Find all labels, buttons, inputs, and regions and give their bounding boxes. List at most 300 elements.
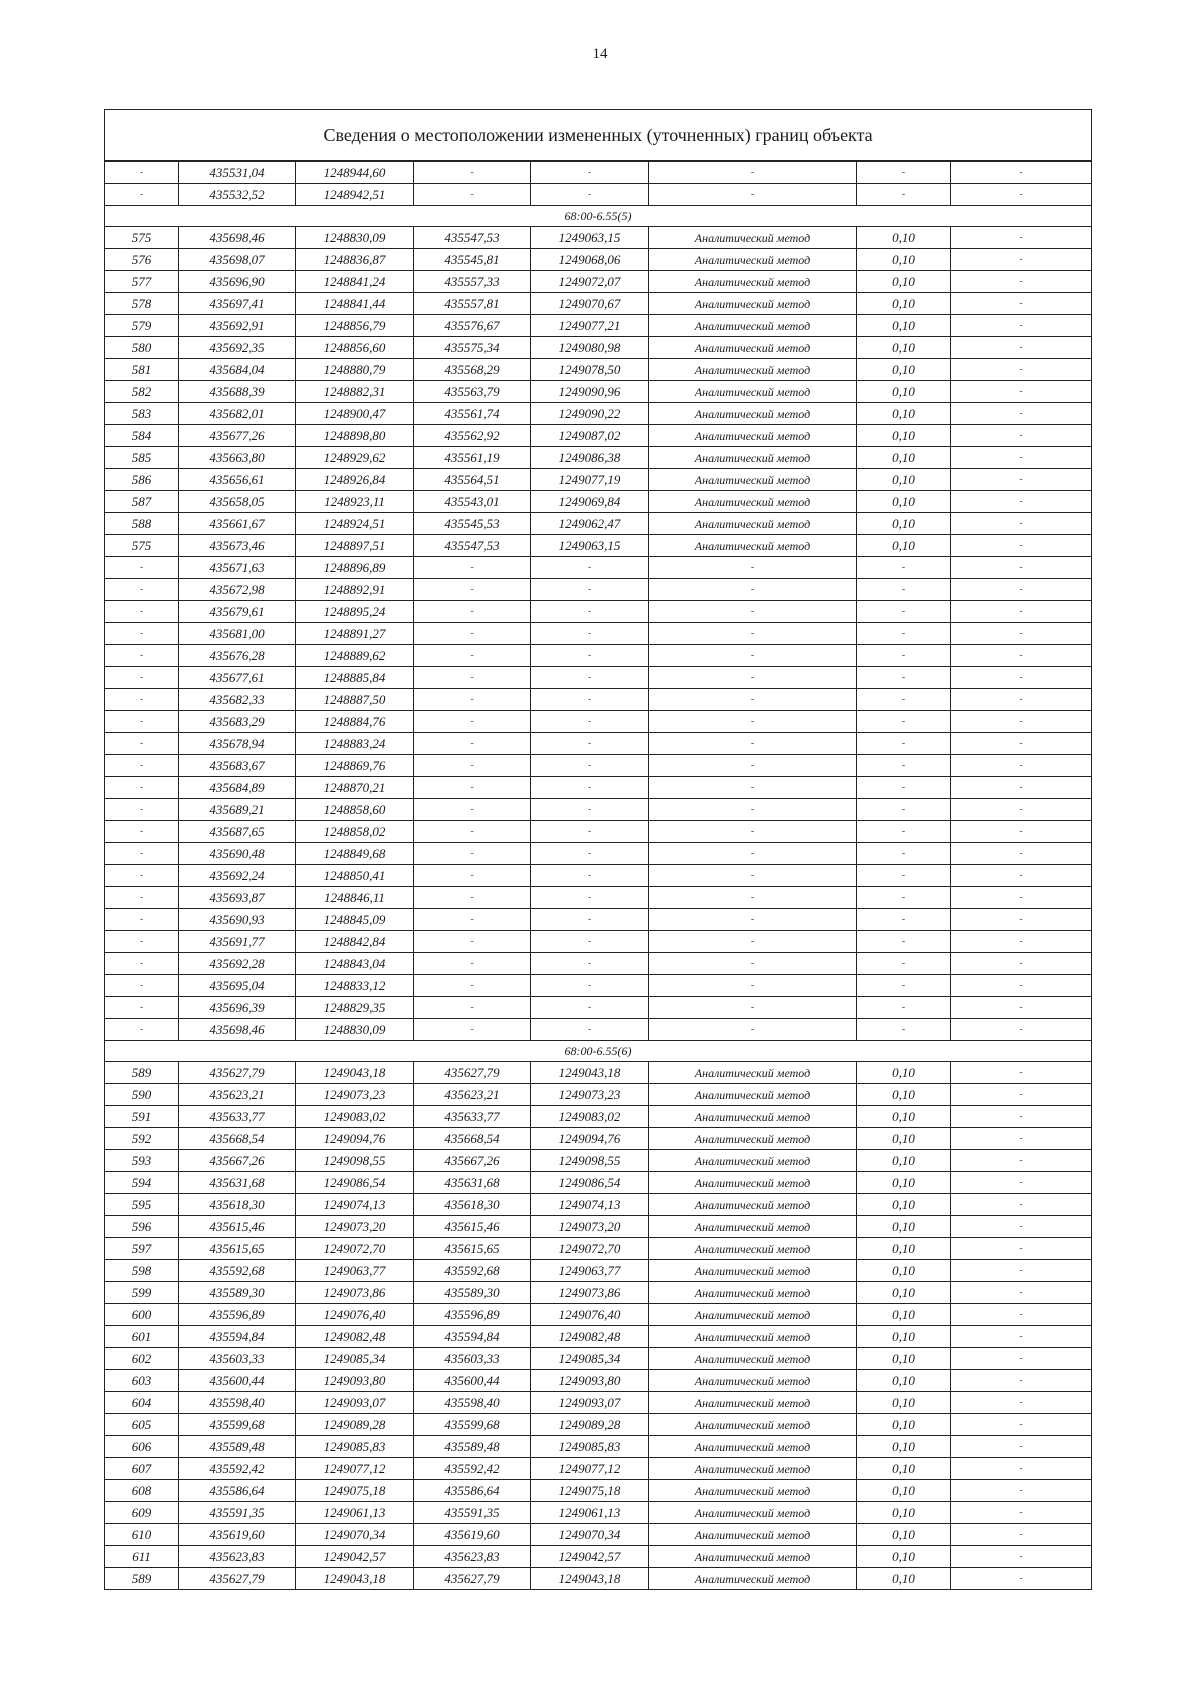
table-row bbox=[105, 161, 1092, 184]
y-coordinate-cell: 1248843,04 bbox=[296, 953, 414, 975]
boundary-coordinates-table bbox=[104, 109, 1092, 1590]
point-number-cell: 608 bbox=[105, 1480, 179, 1502]
y-prev-cell: - bbox=[531, 645, 649, 667]
accuracy-cell: 0,10 bbox=[857, 1194, 951, 1216]
y-prev-cell: 1249093,80 bbox=[531, 1370, 649, 1392]
method-cell: Аналитический метод bbox=[649, 1194, 857, 1216]
note-cell: - bbox=[951, 1019, 1092, 1041]
table-row bbox=[105, 821, 1092, 843]
note-cell: - bbox=[951, 513, 1092, 535]
x-coordinate-cell: 435677,61 bbox=[179, 667, 296, 689]
table-row bbox=[105, 843, 1092, 865]
table-row bbox=[105, 1546, 1092, 1568]
method-cell: Аналитический метод bbox=[649, 1524, 857, 1546]
point-number-cell: - bbox=[105, 667, 179, 689]
accuracy-cell: 0,10 bbox=[857, 1414, 951, 1436]
point-number-cell: - bbox=[105, 799, 179, 821]
accuracy-cell: - bbox=[857, 601, 951, 623]
point-number-cell: - bbox=[105, 821, 179, 843]
y-coordinate-cell: 1248883,24 bbox=[296, 733, 414, 755]
y-prev-cell: 1249062,47 bbox=[531, 513, 649, 535]
y-coordinate-cell: 1249073,86 bbox=[296, 1282, 414, 1304]
y-prev-cell: 1249098,55 bbox=[531, 1150, 649, 1172]
point-number-cell: 591 bbox=[105, 1106, 179, 1128]
y-prev-cell: 1249077,19 bbox=[531, 469, 649, 491]
table-row bbox=[105, 315, 1092, 337]
note-cell: - bbox=[951, 184, 1092, 206]
note-cell: - bbox=[951, 1260, 1092, 1282]
y-coordinate-cell: 1248858,02 bbox=[296, 821, 414, 843]
x-prev-cell: 435598,40 bbox=[414, 1392, 531, 1414]
y-prev-cell: 1249070,67 bbox=[531, 293, 649, 315]
y-prev-cell: 1249063,15 bbox=[531, 535, 649, 557]
accuracy-cell: 0,10 bbox=[857, 1546, 951, 1568]
point-number-cell: 607 bbox=[105, 1458, 179, 1480]
note-cell: - bbox=[951, 645, 1092, 667]
point-number-cell: - bbox=[105, 711, 179, 733]
method-cell: Аналитический метод bbox=[649, 1304, 857, 1326]
table-row bbox=[105, 1458, 1092, 1480]
point-number-cell: 598 bbox=[105, 1260, 179, 1282]
note-cell: - bbox=[951, 271, 1092, 293]
method-cell: - bbox=[649, 799, 857, 821]
accuracy-cell: 0,10 bbox=[857, 1216, 951, 1238]
point-number-cell: - bbox=[105, 755, 179, 777]
table-row bbox=[105, 645, 1092, 667]
point-number-cell: - bbox=[105, 843, 179, 865]
x-prev-cell: 435623,21 bbox=[414, 1084, 531, 1106]
note-cell: - bbox=[951, 689, 1092, 711]
point-number-cell: 593 bbox=[105, 1150, 179, 1172]
point-number-cell: 606 bbox=[105, 1436, 179, 1458]
point-number-cell: 603 bbox=[105, 1370, 179, 1392]
point-number-cell: 590 bbox=[105, 1084, 179, 1106]
method-cell: - bbox=[649, 975, 857, 997]
y-prev-cell: - bbox=[531, 931, 649, 953]
y-coordinate-cell: 1249043,18 bbox=[296, 1568, 414, 1590]
accuracy-cell: - bbox=[857, 777, 951, 799]
x-prev-cell: 435563,79 bbox=[414, 381, 531, 403]
accuracy-cell: 0,10 bbox=[857, 1084, 951, 1106]
x-prev-cell: 435615,46 bbox=[414, 1216, 531, 1238]
method-cell: - bbox=[649, 557, 857, 579]
table-row bbox=[105, 1370, 1092, 1392]
y-prev-cell: - bbox=[531, 953, 649, 975]
y-coordinate-cell: 1248944,60 bbox=[296, 161, 414, 184]
y-prev-cell: 1249061,13 bbox=[531, 1502, 649, 1524]
x-prev-cell: - bbox=[414, 799, 531, 821]
table-row bbox=[105, 1480, 1092, 1502]
accuracy-cell: 0,10 bbox=[857, 1370, 951, 1392]
x-coordinate-cell: 435673,46 bbox=[179, 535, 296, 557]
y-coordinate-cell: 1249089,28 bbox=[296, 1414, 414, 1436]
accuracy-cell: - bbox=[857, 821, 951, 843]
accuracy-cell: - bbox=[857, 184, 951, 206]
section-label: 68:00-6.55(5) bbox=[105, 206, 1092, 227]
note-cell: - bbox=[951, 1502, 1092, 1524]
method-cell: - bbox=[649, 711, 857, 733]
x-coordinate-cell: 435671,63 bbox=[179, 557, 296, 579]
accuracy-cell: 0,10 bbox=[857, 469, 951, 491]
y-coordinate-cell: 1248887,50 bbox=[296, 689, 414, 711]
x-coordinate-cell: 435603,33 bbox=[179, 1348, 296, 1370]
accuracy-cell: 0,10 bbox=[857, 1238, 951, 1260]
y-coordinate-cell: 1248845,09 bbox=[296, 909, 414, 931]
method-cell: Аналитический метод bbox=[649, 337, 857, 359]
x-coordinate-cell: 435692,91 bbox=[179, 315, 296, 337]
table-row bbox=[105, 689, 1092, 711]
table-row bbox=[105, 601, 1092, 623]
accuracy-cell: - bbox=[857, 733, 951, 755]
x-coordinate-cell: 435658,05 bbox=[179, 491, 296, 513]
x-coordinate-cell: 435627,79 bbox=[179, 1062, 296, 1084]
y-prev-cell: 1249069,84 bbox=[531, 491, 649, 513]
table-row bbox=[105, 425, 1092, 447]
x-prev-cell: 435586,64 bbox=[414, 1480, 531, 1502]
x-coordinate-cell: 435692,28 bbox=[179, 953, 296, 975]
note-cell: - bbox=[951, 403, 1092, 425]
note-cell: - bbox=[951, 1238, 1092, 1260]
point-number-cell: 580 bbox=[105, 337, 179, 359]
y-prev-cell: 1249090,96 bbox=[531, 381, 649, 403]
y-prev-cell: 1249076,40 bbox=[531, 1304, 649, 1326]
x-prev-cell: - bbox=[414, 1019, 531, 1041]
note-cell: - bbox=[951, 1414, 1092, 1436]
note-cell: - bbox=[951, 381, 1092, 403]
y-coordinate-cell: 1249094,76 bbox=[296, 1128, 414, 1150]
y-coordinate-cell: 1249043,18 bbox=[296, 1062, 414, 1084]
accuracy-cell: - bbox=[857, 997, 951, 1019]
x-coordinate-cell: 435600,44 bbox=[179, 1370, 296, 1392]
method-cell: Аналитический метод bbox=[649, 1326, 857, 1348]
x-prev-cell: 435619,60 bbox=[414, 1524, 531, 1546]
x-coordinate-cell: 435696,90 bbox=[179, 271, 296, 293]
y-prev-cell: 1249077,21 bbox=[531, 315, 649, 337]
note-cell: - bbox=[951, 909, 1092, 931]
note-cell: - bbox=[951, 1546, 1092, 1568]
x-coordinate-cell: 435589,48 bbox=[179, 1436, 296, 1458]
method-cell: Аналитический метод bbox=[649, 1348, 857, 1370]
point-number-cell: - bbox=[105, 887, 179, 909]
x-coordinate-cell: 435688,39 bbox=[179, 381, 296, 403]
x-coordinate-cell: 435661,67 bbox=[179, 513, 296, 535]
table-row bbox=[105, 667, 1092, 689]
accuracy-cell: 0,10 bbox=[857, 1348, 951, 1370]
accuracy-cell: 0,10 bbox=[857, 249, 951, 271]
table-row bbox=[105, 755, 1092, 777]
x-prev-cell: - bbox=[414, 887, 531, 909]
x-prev-cell: 435667,26 bbox=[414, 1150, 531, 1172]
x-prev-cell: 435547,53 bbox=[414, 535, 531, 557]
point-number-cell: - bbox=[105, 557, 179, 579]
method-cell: Аналитический метод bbox=[649, 491, 857, 513]
note-cell: - bbox=[951, 1216, 1092, 1238]
note-cell: - bbox=[951, 1348, 1092, 1370]
note-cell: - bbox=[951, 1194, 1092, 1216]
x-coordinate-cell: 435691,77 bbox=[179, 931, 296, 953]
y-coordinate-cell: 1249077,12 bbox=[296, 1458, 414, 1480]
y-prev-cell: 1249043,18 bbox=[531, 1062, 649, 1084]
note-cell: - bbox=[951, 1436, 1092, 1458]
note-cell: - bbox=[951, 1106, 1092, 1128]
table-row bbox=[105, 1436, 1092, 1458]
note-cell: - bbox=[951, 1062, 1092, 1084]
x-prev-cell: - bbox=[414, 733, 531, 755]
y-coordinate-cell: 1248942,51 bbox=[296, 184, 414, 206]
note-cell: - bbox=[951, 1392, 1092, 1414]
x-coordinate-cell: 435633,77 bbox=[179, 1106, 296, 1128]
point-number-cell: 597 bbox=[105, 1238, 179, 1260]
y-coordinate-cell: 1248858,60 bbox=[296, 799, 414, 821]
accuracy-cell: 0,10 bbox=[857, 1326, 951, 1348]
point-number-cell: - bbox=[105, 975, 179, 997]
note-cell: - bbox=[951, 953, 1092, 975]
page-number: 14 bbox=[592, 46, 608, 62]
method-cell: - bbox=[649, 579, 857, 601]
table-row bbox=[105, 491, 1092, 513]
method-cell: Аналитический метод bbox=[649, 1502, 857, 1524]
x-coordinate-cell: 435618,30 bbox=[179, 1194, 296, 1216]
y-coordinate-cell: 1248841,24 bbox=[296, 271, 414, 293]
y-prev-cell: 1249063,15 bbox=[531, 227, 649, 249]
note-cell: - bbox=[951, 777, 1092, 799]
x-coordinate-cell: 435532,52 bbox=[179, 184, 296, 206]
accuracy-cell: 0,10 bbox=[857, 513, 951, 535]
note-cell: - bbox=[951, 535, 1092, 557]
x-coordinate-cell: 435631,68 bbox=[179, 1172, 296, 1194]
y-prev-cell: 1249073,20 bbox=[531, 1216, 649, 1238]
y-prev-cell: 1249073,23 bbox=[531, 1084, 649, 1106]
x-coordinate-cell: 435692,35 bbox=[179, 337, 296, 359]
table-row bbox=[105, 249, 1092, 271]
x-coordinate-cell: 435696,39 bbox=[179, 997, 296, 1019]
accuracy-cell: - bbox=[857, 843, 951, 865]
table-row bbox=[105, 1348, 1092, 1370]
point-number-cell: - bbox=[105, 161, 179, 184]
table-row bbox=[105, 953, 1092, 975]
y-coordinate-cell: 1248923,11 bbox=[296, 491, 414, 513]
point-number-cell: - bbox=[105, 733, 179, 755]
accuracy-cell: - bbox=[857, 711, 951, 733]
x-coordinate-cell: 435663,80 bbox=[179, 447, 296, 469]
y-prev-cell: 1249075,18 bbox=[531, 1480, 649, 1502]
table-row bbox=[105, 799, 1092, 821]
table-row bbox=[105, 513, 1092, 535]
x-prev-cell: 435575,34 bbox=[414, 337, 531, 359]
y-prev-cell: 1249072,70 bbox=[531, 1238, 649, 1260]
note-cell: - bbox=[951, 447, 1092, 469]
y-coordinate-cell: 1248869,76 bbox=[296, 755, 414, 777]
accuracy-cell: - bbox=[857, 799, 951, 821]
table-row bbox=[105, 1414, 1092, 1436]
x-prev-cell: - bbox=[414, 843, 531, 865]
method-cell: Аналитический метод bbox=[649, 1480, 857, 1502]
accuracy-cell: 0,10 bbox=[857, 1458, 951, 1480]
note-cell: - bbox=[951, 491, 1092, 513]
method-cell: Аналитический метод bbox=[649, 1414, 857, 1436]
x-prev-cell: 435599,68 bbox=[414, 1414, 531, 1436]
y-prev-cell: 1249094,76 bbox=[531, 1128, 649, 1150]
method-cell: Аналитический метод bbox=[649, 403, 857, 425]
x-coordinate-cell: 435697,41 bbox=[179, 293, 296, 315]
accuracy-cell: 0,10 bbox=[857, 535, 951, 557]
note-cell: - bbox=[951, 359, 1092, 381]
y-prev-cell: - bbox=[531, 975, 649, 997]
method-cell: - bbox=[649, 909, 857, 931]
note-cell: - bbox=[951, 1458, 1092, 1480]
table-row bbox=[105, 184, 1092, 206]
x-coordinate-cell: 435667,26 bbox=[179, 1150, 296, 1172]
x-prev-cell: - bbox=[414, 997, 531, 1019]
table-row bbox=[105, 271, 1092, 293]
x-prev-cell: - bbox=[414, 931, 531, 953]
method-cell: - bbox=[649, 843, 857, 865]
x-prev-cell: 435592,42 bbox=[414, 1458, 531, 1480]
method-cell: - bbox=[649, 931, 857, 953]
point-number-cell: 611 bbox=[105, 1546, 179, 1568]
x-coordinate-cell: 435627,79 bbox=[179, 1568, 296, 1590]
table-row bbox=[105, 1019, 1092, 1041]
y-prev-cell: 1249086,38 bbox=[531, 447, 649, 469]
method-cell: Аналитический метод bbox=[649, 293, 857, 315]
x-coordinate-cell: 435599,68 bbox=[179, 1414, 296, 1436]
y-coordinate-cell: 1248830,09 bbox=[296, 227, 414, 249]
y-coordinate-cell: 1248836,87 bbox=[296, 249, 414, 271]
accuracy-cell: 0,10 bbox=[857, 1568, 951, 1590]
accuracy-cell: 0,10 bbox=[857, 1436, 951, 1458]
table-row bbox=[105, 469, 1092, 491]
note-cell: - bbox=[951, 1524, 1092, 1546]
x-prev-cell: 435596,89 bbox=[414, 1304, 531, 1326]
table-row bbox=[105, 535, 1092, 557]
y-prev-cell: - bbox=[531, 887, 649, 909]
x-coordinate-cell: 435692,24 bbox=[179, 865, 296, 887]
accuracy-cell: - bbox=[857, 865, 951, 887]
table-row bbox=[105, 1194, 1092, 1216]
y-coordinate-cell: 1248833,12 bbox=[296, 975, 414, 997]
x-coordinate-cell: 435592,68 bbox=[179, 1260, 296, 1282]
point-number-cell: 582 bbox=[105, 381, 179, 403]
point-number-cell: 587 bbox=[105, 491, 179, 513]
accuracy-cell: 0,10 bbox=[857, 271, 951, 293]
accuracy-cell: 0,10 bbox=[857, 1304, 951, 1326]
point-number-cell: - bbox=[105, 953, 179, 975]
y-prev-cell: 1249072,07 bbox=[531, 271, 649, 293]
accuracy-cell: 0,10 bbox=[857, 337, 951, 359]
y-coordinate-cell: 1248929,62 bbox=[296, 447, 414, 469]
note-cell: - bbox=[951, 755, 1092, 777]
x-coordinate-cell: 435623,21 bbox=[179, 1084, 296, 1106]
x-prev-cell: - bbox=[414, 777, 531, 799]
point-number-cell: - bbox=[105, 1019, 179, 1041]
point-number-cell: - bbox=[105, 689, 179, 711]
method-cell: Аналитический метод bbox=[649, 249, 857, 271]
method-cell: Аналитический метод bbox=[649, 1150, 857, 1172]
y-prev-cell: - bbox=[531, 711, 649, 733]
y-prev-cell: - bbox=[531, 579, 649, 601]
y-coordinate-cell: 1248856,60 bbox=[296, 337, 414, 359]
point-number-cell: 585 bbox=[105, 447, 179, 469]
point-number-cell: 586 bbox=[105, 469, 179, 491]
x-prev-cell: 435589,48 bbox=[414, 1436, 531, 1458]
y-coordinate-cell: 1248850,41 bbox=[296, 865, 414, 887]
x-prev-cell: - bbox=[414, 184, 531, 206]
accuracy-cell: - bbox=[857, 667, 951, 689]
method-cell: Аналитический метод bbox=[649, 1106, 857, 1128]
note-cell: - bbox=[951, 887, 1092, 909]
x-prev-cell: 435627,79 bbox=[414, 1568, 531, 1590]
note-cell: - bbox=[951, 1084, 1092, 1106]
y-coordinate-cell: 1249073,23 bbox=[296, 1084, 414, 1106]
y-coordinate-cell: 1249093,07 bbox=[296, 1392, 414, 1414]
x-prev-cell: - bbox=[414, 161, 531, 184]
table-row bbox=[105, 1304, 1092, 1326]
accuracy-cell: - bbox=[857, 909, 951, 931]
y-prev-cell: - bbox=[531, 865, 649, 887]
point-number-cell: - bbox=[105, 931, 179, 953]
method-cell: Аналитический метод bbox=[649, 1458, 857, 1480]
method-cell: - bbox=[649, 184, 857, 206]
table-row bbox=[105, 1568, 1092, 1590]
table-row bbox=[105, 1128, 1092, 1150]
x-prev-cell: 435561,74 bbox=[414, 403, 531, 425]
y-coordinate-cell: 1248882,31 bbox=[296, 381, 414, 403]
point-number-cell: 581 bbox=[105, 359, 179, 381]
accuracy-cell: - bbox=[857, 623, 951, 645]
method-cell: Аналитический метод bbox=[649, 227, 857, 249]
y-prev-cell: - bbox=[531, 1019, 649, 1041]
note-cell: - bbox=[951, 1150, 1092, 1172]
table-row bbox=[105, 1216, 1092, 1238]
y-coordinate-cell: 1248884,76 bbox=[296, 711, 414, 733]
x-prev-cell: 435547,53 bbox=[414, 227, 531, 249]
y-coordinate-cell: 1248846,11 bbox=[296, 887, 414, 909]
note-cell: - bbox=[951, 1282, 1092, 1304]
y-coordinate-cell: 1249073,20 bbox=[296, 1216, 414, 1238]
method-cell: - bbox=[649, 821, 857, 843]
table-row bbox=[105, 1238, 1092, 1260]
note-cell: - bbox=[951, 1304, 1092, 1326]
note-cell: - bbox=[951, 931, 1092, 953]
x-prev-cell: - bbox=[414, 953, 531, 975]
method-cell: Аналитический метод bbox=[649, 359, 857, 381]
accuracy-cell: - bbox=[857, 975, 951, 997]
point-number-cell: 589 bbox=[105, 1062, 179, 1084]
x-prev-cell: 435545,81 bbox=[414, 249, 531, 271]
x-coordinate-cell: 435678,94 bbox=[179, 733, 296, 755]
method-cell: Аналитический метод bbox=[649, 469, 857, 491]
point-number-cell: - bbox=[105, 645, 179, 667]
x-prev-cell: - bbox=[414, 755, 531, 777]
x-coordinate-cell: 435676,28 bbox=[179, 645, 296, 667]
point-number-cell: 575 bbox=[105, 227, 179, 249]
table-row bbox=[105, 447, 1092, 469]
note-cell: - bbox=[951, 293, 1092, 315]
x-prev-cell: 435631,68 bbox=[414, 1172, 531, 1194]
method-cell: - bbox=[649, 755, 857, 777]
x-coordinate-cell: 435596,89 bbox=[179, 1304, 296, 1326]
x-coordinate-cell: 435684,04 bbox=[179, 359, 296, 381]
x-prev-cell: 435615,65 bbox=[414, 1238, 531, 1260]
section-label: 68:00-6.55(6) bbox=[105, 1041, 1092, 1062]
point-number-cell: 596 bbox=[105, 1216, 179, 1238]
accuracy-cell: 0,10 bbox=[857, 1150, 951, 1172]
table-row bbox=[105, 403, 1092, 425]
point-number-cell: 605 bbox=[105, 1414, 179, 1436]
x-prev-cell: 435603,33 bbox=[414, 1348, 531, 1370]
method-cell: Аналитический метод bbox=[649, 1260, 857, 1282]
method-cell: - bbox=[649, 1019, 857, 1041]
